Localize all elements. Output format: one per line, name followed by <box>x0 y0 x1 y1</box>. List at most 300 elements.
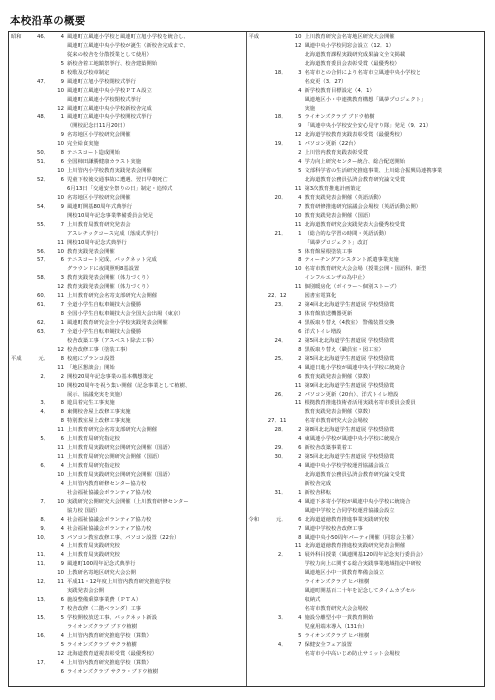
month-cell: 12 <box>57 105 64 112</box>
history-row <box>9 337 246 346</box>
month-cell <box>51 391 67 400</box>
era-cell <box>247 605 264 614</box>
era-cell <box>247 435 264 444</box>
year-cell: 22．12 <box>267 293 287 300</box>
event-cell: 学校開校放送工事、バックネット新設 <box>67 614 157 621</box>
history-table <box>8 31 485 687</box>
era-cell <box>9 382 26 391</box>
month-cell: 10 <box>57 498 64 505</box>
history-column-left <box>9 32 247 686</box>
year-cell: 4． <box>277 641 287 648</box>
history-row <box>247 42 485 51</box>
month-cell: 2 <box>298 427 302 434</box>
month-cell: 7 <box>298 525 302 532</box>
year-cell <box>26 212 51 221</box>
history-row <box>9 560 246 569</box>
month-cell: 11 <box>57 239 64 246</box>
month-cell <box>289 578 305 587</box>
era-cell <box>247 382 264 391</box>
era-cell <box>9 346 26 355</box>
era-cell <box>9 408 26 417</box>
month-cell: 12 <box>57 346 64 353</box>
month-cell <box>289 650 305 659</box>
era-cell <box>9 167 26 176</box>
month-cell <box>51 265 67 274</box>
history-row <box>9 239 246 248</box>
month-cell <box>289 471 305 480</box>
month-cell <box>289 78 305 87</box>
era-cell <box>9 185 26 194</box>
history-row <box>9 534 246 543</box>
year-cell: 20． <box>274 194 287 201</box>
month-cell: 4 <box>60 659 64 666</box>
month-cell: 4 <box>60 516 64 523</box>
era-cell <box>247 274 264 283</box>
era-cell <box>247 319 264 328</box>
month-cell: 9 <box>60 132 64 139</box>
month-cell: 11 <box>57 427 64 434</box>
era-cell <box>247 650 264 659</box>
year-cell <box>26 239 51 248</box>
month-cell: 10 <box>57 248 64 255</box>
year-cell <box>26 69 51 78</box>
history-row <box>247 310 485 319</box>
era-cell <box>9 105 26 114</box>
year-cell: 29． <box>274 445 287 452</box>
event-cell: 社会福祉協議会ボランティア協力校 <box>67 489 152 496</box>
history-row <box>9 158 246 167</box>
history-row <box>9 444 246 453</box>
event-cell: 上川管内教育研究推進学校（算数） <box>67 632 152 639</box>
era-cell <box>9 319 26 328</box>
era-cell <box>247 507 264 516</box>
year-cell <box>26 426 51 435</box>
year-cell: 11． <box>36 561 49 568</box>
year-cell <box>264 212 289 221</box>
era-cell <box>9 248 26 257</box>
month-cell: 6 <box>298 445 302 452</box>
event-cell: 上川教育局研究指定校 <box>67 436 120 443</box>
era-cell <box>9 283 26 292</box>
year-cell <box>26 480 51 489</box>
event-cell: 風連町立風連中央小学校ＰＴＡ設立 <box>67 87 152 94</box>
history-row <box>9 113 246 122</box>
year-cell: 2． <box>277 552 287 559</box>
era-cell <box>9 417 26 426</box>
era-cell <box>9 578 26 587</box>
event-cell: 上川教育局教育研究発表会 <box>67 221 131 228</box>
history-row <box>247 587 485 596</box>
history-row <box>247 51 485 60</box>
era-cell <box>247 364 264 373</box>
era-cell <box>9 42 26 51</box>
year-cell <box>26 96 51 105</box>
event-cell: 「風夢プロジェクト」改訂 <box>304 239 368 246</box>
history-row <box>247 480 485 489</box>
event-cell: 社会福祉協議会ボランティア協力校 <box>67 525 152 532</box>
event-cell: 校庭にプランコ設置 <box>67 355 115 362</box>
history-row <box>9 78 246 87</box>
history-row <box>9 382 246 391</box>
year-cell <box>26 51 51 60</box>
month-cell: 9 <box>298 123 302 130</box>
era-cell <box>247 149 264 158</box>
event-cell: （開校記念日11月20日） <box>67 123 129 130</box>
event-cell: 教育実践発表会開催（算数） <box>304 409 374 416</box>
history-row <box>9 221 246 230</box>
month-cell: 1 <box>298 230 302 237</box>
history-row <box>9 131 246 140</box>
month-cell <box>51 230 67 239</box>
year-cell <box>26 310 51 319</box>
history-row <box>247 158 485 167</box>
era-cell <box>9 605 26 614</box>
month-cell: 4 <box>60 480 64 487</box>
history-row <box>247 319 485 328</box>
month-cell: 9 <box>60 78 64 85</box>
year-cell: 52． <box>36 177 49 183</box>
era-cell <box>9 274 26 283</box>
month-cell: 10 <box>57 382 64 389</box>
history-row <box>247 462 485 471</box>
era-cell <box>247 212 264 221</box>
year-cell <box>264 587 289 596</box>
month-cell: 10 <box>57 471 64 478</box>
event-cell: 名寄市小中高いじめ防止サミット会場校 <box>304 650 400 657</box>
year-cell: 18． <box>274 69 287 76</box>
history-row <box>247 650 485 659</box>
year-cell: 8． <box>40 516 49 523</box>
event-cell: ライオンズクラブ ブドウ植樹 <box>304 114 375 121</box>
month-cell <box>51 507 67 516</box>
month-cell: 10 <box>57 141 64 148</box>
era-cell <box>9 453 26 462</box>
year-cell <box>264 578 289 587</box>
event-cell: 上川教育局実践研究公開研究会開催（国語） <box>67 445 173 452</box>
month-cell: 10 <box>57 570 64 577</box>
era-cell <box>9 596 26 605</box>
history-row <box>247 140 485 149</box>
history-row <box>247 355 485 364</box>
month-cell: 8 <box>298 534 302 541</box>
month-cell: 11 <box>294 221 302 228</box>
era-cell <box>247 373 264 382</box>
era-cell <box>9 507 26 516</box>
month-cell <box>289 596 305 605</box>
event-cell: 全道小学生自転車競技大会優勝 <box>67 328 142 335</box>
event-cell: 名寄地区小学校研究会開催 <box>67 194 131 201</box>
year-cell <box>26 283 51 292</box>
history-row <box>247 265 485 274</box>
month-cell: 1 <box>298 141 302 148</box>
history-row <box>9 96 246 105</box>
year-cell: 62． <box>36 320 49 326</box>
event-cell: ライオンズクラブ ブドウ植樹 <box>67 623 138 630</box>
era-cell <box>9 78 26 87</box>
history-row <box>247 435 485 444</box>
event-cell: 上川教育局実践研究校 <box>67 543 120 550</box>
history-row <box>247 373 485 382</box>
era-cell <box>9 230 26 239</box>
month-cell <box>51 212 67 221</box>
event-cell: 風連地区小中一貫教育準備会設立 <box>304 570 384 577</box>
year-cell <box>26 364 51 373</box>
event-cell: 上川教育局実践研究校 <box>67 552 120 559</box>
history-row <box>247 131 485 140</box>
event-cell: 教育実践発表会開催（国語） <box>304 212 374 219</box>
history-row <box>9 355 246 364</box>
year-cell <box>26 42 51 51</box>
era-cell <box>247 471 264 480</box>
year-cell <box>264 507 289 516</box>
era-cell <box>247 596 264 605</box>
era-cell <box>247 248 264 257</box>
history-row <box>247 337 485 346</box>
history-row <box>247 78 485 87</box>
event-cell: 北海道教育研究会実践発表大会優秀校受賞 <box>304 221 406 228</box>
history-row <box>247 203 485 212</box>
month-cell <box>51 337 67 346</box>
month-cell: 4 <box>298 614 302 621</box>
era-cell <box>247 158 264 167</box>
event-cell: 校舎改修工事（塗装工事） <box>67 346 131 353</box>
year-cell <box>264 462 289 471</box>
era-cell <box>247 569 264 578</box>
history-row <box>9 292 246 301</box>
era-cell <box>247 310 264 319</box>
year-cell: 元． <box>38 355 49 362</box>
event-cell: 児童下校後交通事故に遭遇、翌日早朝死亡 <box>67 177 168 183</box>
era-cell <box>247 560 264 569</box>
year-cell: 28． <box>274 427 287 434</box>
month-cell: 2 <box>298 337 302 344</box>
era-cell <box>247 167 264 176</box>
month-cell <box>289 507 305 516</box>
month-cell: 3 <box>60 275 64 282</box>
history-row <box>9 149 246 158</box>
era-cell <box>9 337 26 346</box>
month-cell: 9 <box>60 203 64 210</box>
month-cell <box>289 560 305 569</box>
era-cell <box>9 87 26 96</box>
history-row <box>247 328 485 337</box>
month-cell: 8 <box>60 311 64 318</box>
era-cell <box>9 292 26 301</box>
year-cell <box>264 203 289 212</box>
event-cell: 教育実践発表会開催（英語活動） <box>304 194 384 201</box>
history-row <box>247 560 485 569</box>
era-cell <box>9 149 26 158</box>
event-cell: 上川管内教育研究推進学校（算数） <box>67 659 152 666</box>
era-cell <box>247 551 264 560</box>
year-cell <box>26 417 51 426</box>
event-cell: 展外科目授業（風連開基120周年記念実行委員会） <box>304 552 426 559</box>
history-row <box>9 525 246 534</box>
month-cell: 8 <box>60 409 64 416</box>
history-row <box>9 435 246 444</box>
month-cell: 1 <box>60 320 64 326</box>
history-row <box>9 587 246 596</box>
month-cell: 5 <box>298 114 302 121</box>
era-cell <box>9 194 26 203</box>
history-row <box>247 551 485 560</box>
era-cell <box>247 105 264 114</box>
event-cell: 上川管内小学校教育実践発表会開催 <box>67 168 152 175</box>
month-cell: 11 <box>294 400 302 407</box>
history-row <box>247 364 485 373</box>
event-cell: 風連中央小50周年パーティ開催（同窓会主催） <box>304 534 417 541</box>
year-cell <box>264 149 289 158</box>
era-cell <box>247 203 264 212</box>
month-cell <box>51 587 67 596</box>
year-cell <box>26 391 51 400</box>
event-cell: 体育館放送機器更新 <box>304 311 353 318</box>
month-cell: 4 <box>298 364 302 371</box>
year-cell: 13． <box>36 597 49 604</box>
event-cell: 北海道道徳教育推進校実践研究発表会開催 <box>304 543 406 550</box>
year-cell <box>264 319 289 328</box>
year-cell <box>264 382 289 391</box>
history-row <box>9 668 246 677</box>
year-cell: 46． <box>36 34 49 40</box>
month-cell: 7 <box>298 203 302 210</box>
era-cell <box>9 212 26 221</box>
history-row <box>247 578 485 587</box>
year-cell <box>26 87 51 96</box>
month-cell: 8 <box>298 346 302 353</box>
month-cell <box>289 292 305 301</box>
era-cell: 昭和 <box>11 34 22 40</box>
history-row <box>247 212 485 221</box>
event-cell: 北海道教育道視表彰受賞（最優秀校） <box>67 650 158 657</box>
era-cell <box>9 632 26 641</box>
era-cell: 平成 <box>248 34 260 40</box>
era-cell <box>247 480 264 489</box>
era-cell <box>9 221 26 230</box>
era-cell <box>9 542 26 551</box>
month-cell <box>289 96 305 105</box>
month-cell: 6 <box>298 516 302 523</box>
event-cell: 風連町開基80周年式典挙行 <box>67 203 133 210</box>
era-cell <box>247 587 264 596</box>
history-row <box>9 42 246 51</box>
event-cell: 展示、協議充実を実施） <box>67 391 126 398</box>
event-cell: 名寄市教育研究大会会場校 <box>304 606 369 612</box>
year-cell <box>26 569 51 578</box>
event-cell: 上川管内教育研修センター協力校 <box>67 480 147 487</box>
history-row <box>9 51 246 60</box>
history-row <box>247 525 485 534</box>
era-cell <box>247 185 264 194</box>
year-cell <box>264 167 289 176</box>
year-cell <box>264 623 289 632</box>
history-row <box>9 417 246 426</box>
year-cell: 27．11 <box>267 418 287 425</box>
history-row <box>247 391 485 400</box>
history-row <box>9 69 246 78</box>
era-cell <box>9 391 26 400</box>
event-cell: 北海道教育課程実践研究成果論文全文掲載 <box>304 51 406 58</box>
year-cell <box>264 542 289 551</box>
event-cell: 風連町立風連小学校と風連町立旭小学校を統合し、 <box>67 34 189 40</box>
history-row <box>247 417 485 426</box>
era-cell <box>9 435 26 444</box>
era-cell <box>9 373 26 382</box>
event-cell: ライオンズクラブ ヒバ植樹 <box>304 579 370 586</box>
history-row <box>9 516 246 525</box>
history-row <box>247 605 485 614</box>
history-row <box>247 534 485 543</box>
history-row <box>9 265 246 274</box>
era-cell <box>9 51 26 60</box>
month-cell: 11 <box>57 445 64 452</box>
month-cell: 8 <box>60 355 64 362</box>
event-cell: 上教研名寄地区研究大会公開 <box>67 570 136 577</box>
era-cell <box>247 641 264 650</box>
month-cell <box>51 185 67 194</box>
event-cell: 名変更（3．27） <box>304 78 347 85</box>
event-cell: 教育実践発表会開催 <box>67 248 115 255</box>
month-cell: 8 <box>60 150 64 157</box>
month-cell: 11 <box>57 364 64 371</box>
year-cell <box>26 382 51 391</box>
history-row <box>247 453 485 462</box>
era-cell <box>247 292 264 301</box>
month-cell: 6 <box>298 373 302 380</box>
year-cell <box>264 650 289 659</box>
event-cell: （総合的な学習の時間・英語活動） <box>304 230 390 237</box>
history-row <box>9 283 246 292</box>
history-row <box>9 641 246 650</box>
month-cell: 6 <box>60 177 64 183</box>
year-cell <box>264 221 289 230</box>
history-row <box>9 605 246 614</box>
era-cell <box>247 614 264 623</box>
era-cell <box>247 408 264 417</box>
era-cell <box>9 60 26 69</box>
era-cell <box>247 417 264 426</box>
history-row <box>247 471 485 480</box>
month-cell: 10 <box>57 194 64 201</box>
month-cell: 2 <box>298 454 302 461</box>
era-cell <box>9 587 26 596</box>
era-cell <box>9 301 26 310</box>
history-row <box>9 462 246 471</box>
era-cell <box>9 69 26 78</box>
era-cell <box>9 551 26 560</box>
year-cell <box>264 176 289 185</box>
history-row <box>247 382 485 391</box>
year-cell <box>26 587 51 596</box>
history-row <box>9 623 246 632</box>
history-row <box>247 167 485 176</box>
history-row <box>9 87 246 96</box>
month-cell: 4 <box>60 552 64 559</box>
year-cell: 10． <box>36 534 49 541</box>
year-cell: 16． <box>36 632 49 639</box>
month-cell: 6 <box>60 436 64 443</box>
event-cell: 教育実践発表会開催（体力づくり） <box>67 275 152 282</box>
era-cell <box>247 265 264 274</box>
year-cell <box>26 471 51 480</box>
era-cell <box>9 256 26 265</box>
year-cell <box>264 274 289 283</box>
month-cell: 2 <box>298 391 302 398</box>
year-cell <box>264 605 289 614</box>
month-cell: 5 <box>60 614 64 621</box>
event-cell: 北海道教育公務員弘済会教育研究論文受賞 <box>304 177 406 183</box>
era-cell <box>9 265 26 274</box>
